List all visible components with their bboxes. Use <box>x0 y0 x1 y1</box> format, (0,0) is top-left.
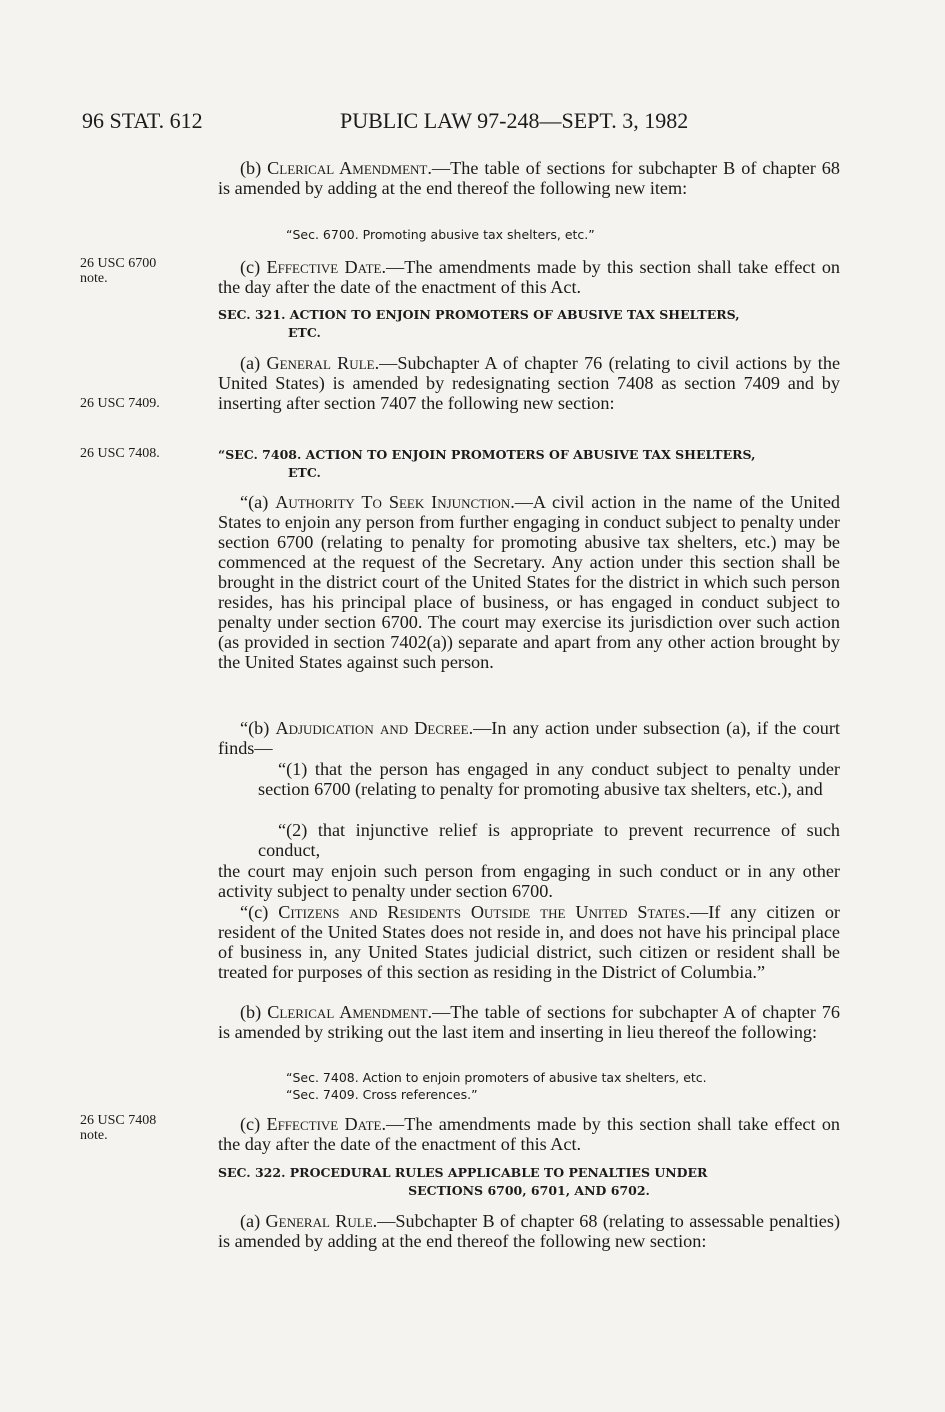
margin-note-7408: 26 USC 7408. <box>80 446 160 461</box>
page-header <box>82 108 862 138</box>
subsection-b-adjudication: “(b) Adjudication and Decree.—In any action under subsection (a), if the court finds— <box>218 718 840 758</box>
clause-b-1: “(1) that the person has engaged in any conduct subject to penalty under section 6700 (relating to penalty for promoting abusive tax shelters, etc.), and <box>258 759 840 799</box>
section-7408-heading: “SEC. 7408. ACTION TO ENJOIN PROMOTERS OF ABUSIVE TAX SHELTERS, ETC. <box>218 447 756 480</box>
table-item-sec-6700: “Sec. 6700. Promoting abusive tax shelters, etc.” <box>286 227 595 242</box>
paragraph-b-clerical-amendment-2: (b) Clerical Amendment.—The table of sections for subchapter A of chapter 76 is amended by striking out the last item and inserting in lieu thereof the following: <box>218 1002 840 1042</box>
section-321-heading: SEC. 321. ACTION TO ENJOIN PROMOTERS OF ABUSIVE TAX SHELTERS, ETC. <box>218 307 740 340</box>
stat-page-number: 96 STAT. 612 <box>82 108 203 133</box>
margin-note-7409: 26 USC 7409. <box>80 396 160 411</box>
public-law-title: PUBLIC LAW 97-248—SEPT. 3, 1982 <box>340 108 689 133</box>
paragraph-c-effective-date-2: (c) Effective Date.—The amendments made by this section shall take effect on the day after the date of the enactment of this Act. <box>218 1114 841 1154</box>
paragraph-b-clerical-amendment: (b) Clerical Amendment.—The table of sections for subchapter B of chapter 68 is amended by adding at the end thereof the following new item: <box>218 158 840 198</box>
paragraph-a-general-rule-2: (a) General Rule.—Subchapter B of chapter 68 (relating to assessable penalties) is amended by adding at the end thereof the following new section: <box>218 1211 841 1251</box>
subsection-c-citizens: “(c) Citizens and Residents Outside the United States.—If any citizen or resident of the United States does not reside in, and does not have his principal place of business in, any United States judicial district, such citizen or resident shall be treated for purposes of this section as residing in the District of Columbia.” <box>218 902 840 982</box>
paragraph-a-general-rule: (a) General Rule.—Subchapter A of chapter 76 (relating to civil actions by the United States) is amended by redesignating section 7408 as section 7409 and by inserting after section 7407 the following new section: <box>218 353 841 413</box>
table-item-sec-7408: “Sec. 7408. Action to enjoin promoters of abusive tax shelters, etc. <box>286 1070 707 1085</box>
table-item-sec-7409: “Sec. 7409. Cross references.” <box>286 1087 478 1102</box>
margin-note-7408-note: 26 USC 7408 note. <box>80 1113 157 1143</box>
margin-note-6700: 26 USC 6700 note. <box>80 256 157 286</box>
subsection-b-conclusion: the court may enjoin such person from engaging in such conduct or in any other activity subject to penalty under section 6700. <box>218 861 840 901</box>
subsection-a-authority: “(a) Authority To Seek Injunction.—A civil action in the name of the United States to enjoin any person from further engaging in conduct subject to penalty under section 6700 (relating to penalty for promoting abusive tax shelters, etc.) may be commenced at the request of the Secretary. Any action under this section shall be brought in the district court of the United States for the district in which such person resides, has his principal place of business, or has engaged in conduct subject to penalty under section 6700. The court may exercise its jurisdiction over such action (as provided in section 7402(a)) separate and apart from any other action brought by the United States against such person. <box>218 492 841 672</box>
section-322-heading: SEC. 322. PROCEDURAL RULES APPLICABLE TO PENALTIES UNDER SECTIONS 6700, 6701, AND 6702. <box>218 1165 708 1198</box>
clause-b-2: “(2) that injunctive relief is appropriate to prevent recurrence of such conduct, <box>258 820 840 860</box>
paragraph-c-effective-date: (c) Effective Date.—The amendments made by this section shall take effect on the day after the date of the enactment of this Act. <box>218 257 841 297</box>
